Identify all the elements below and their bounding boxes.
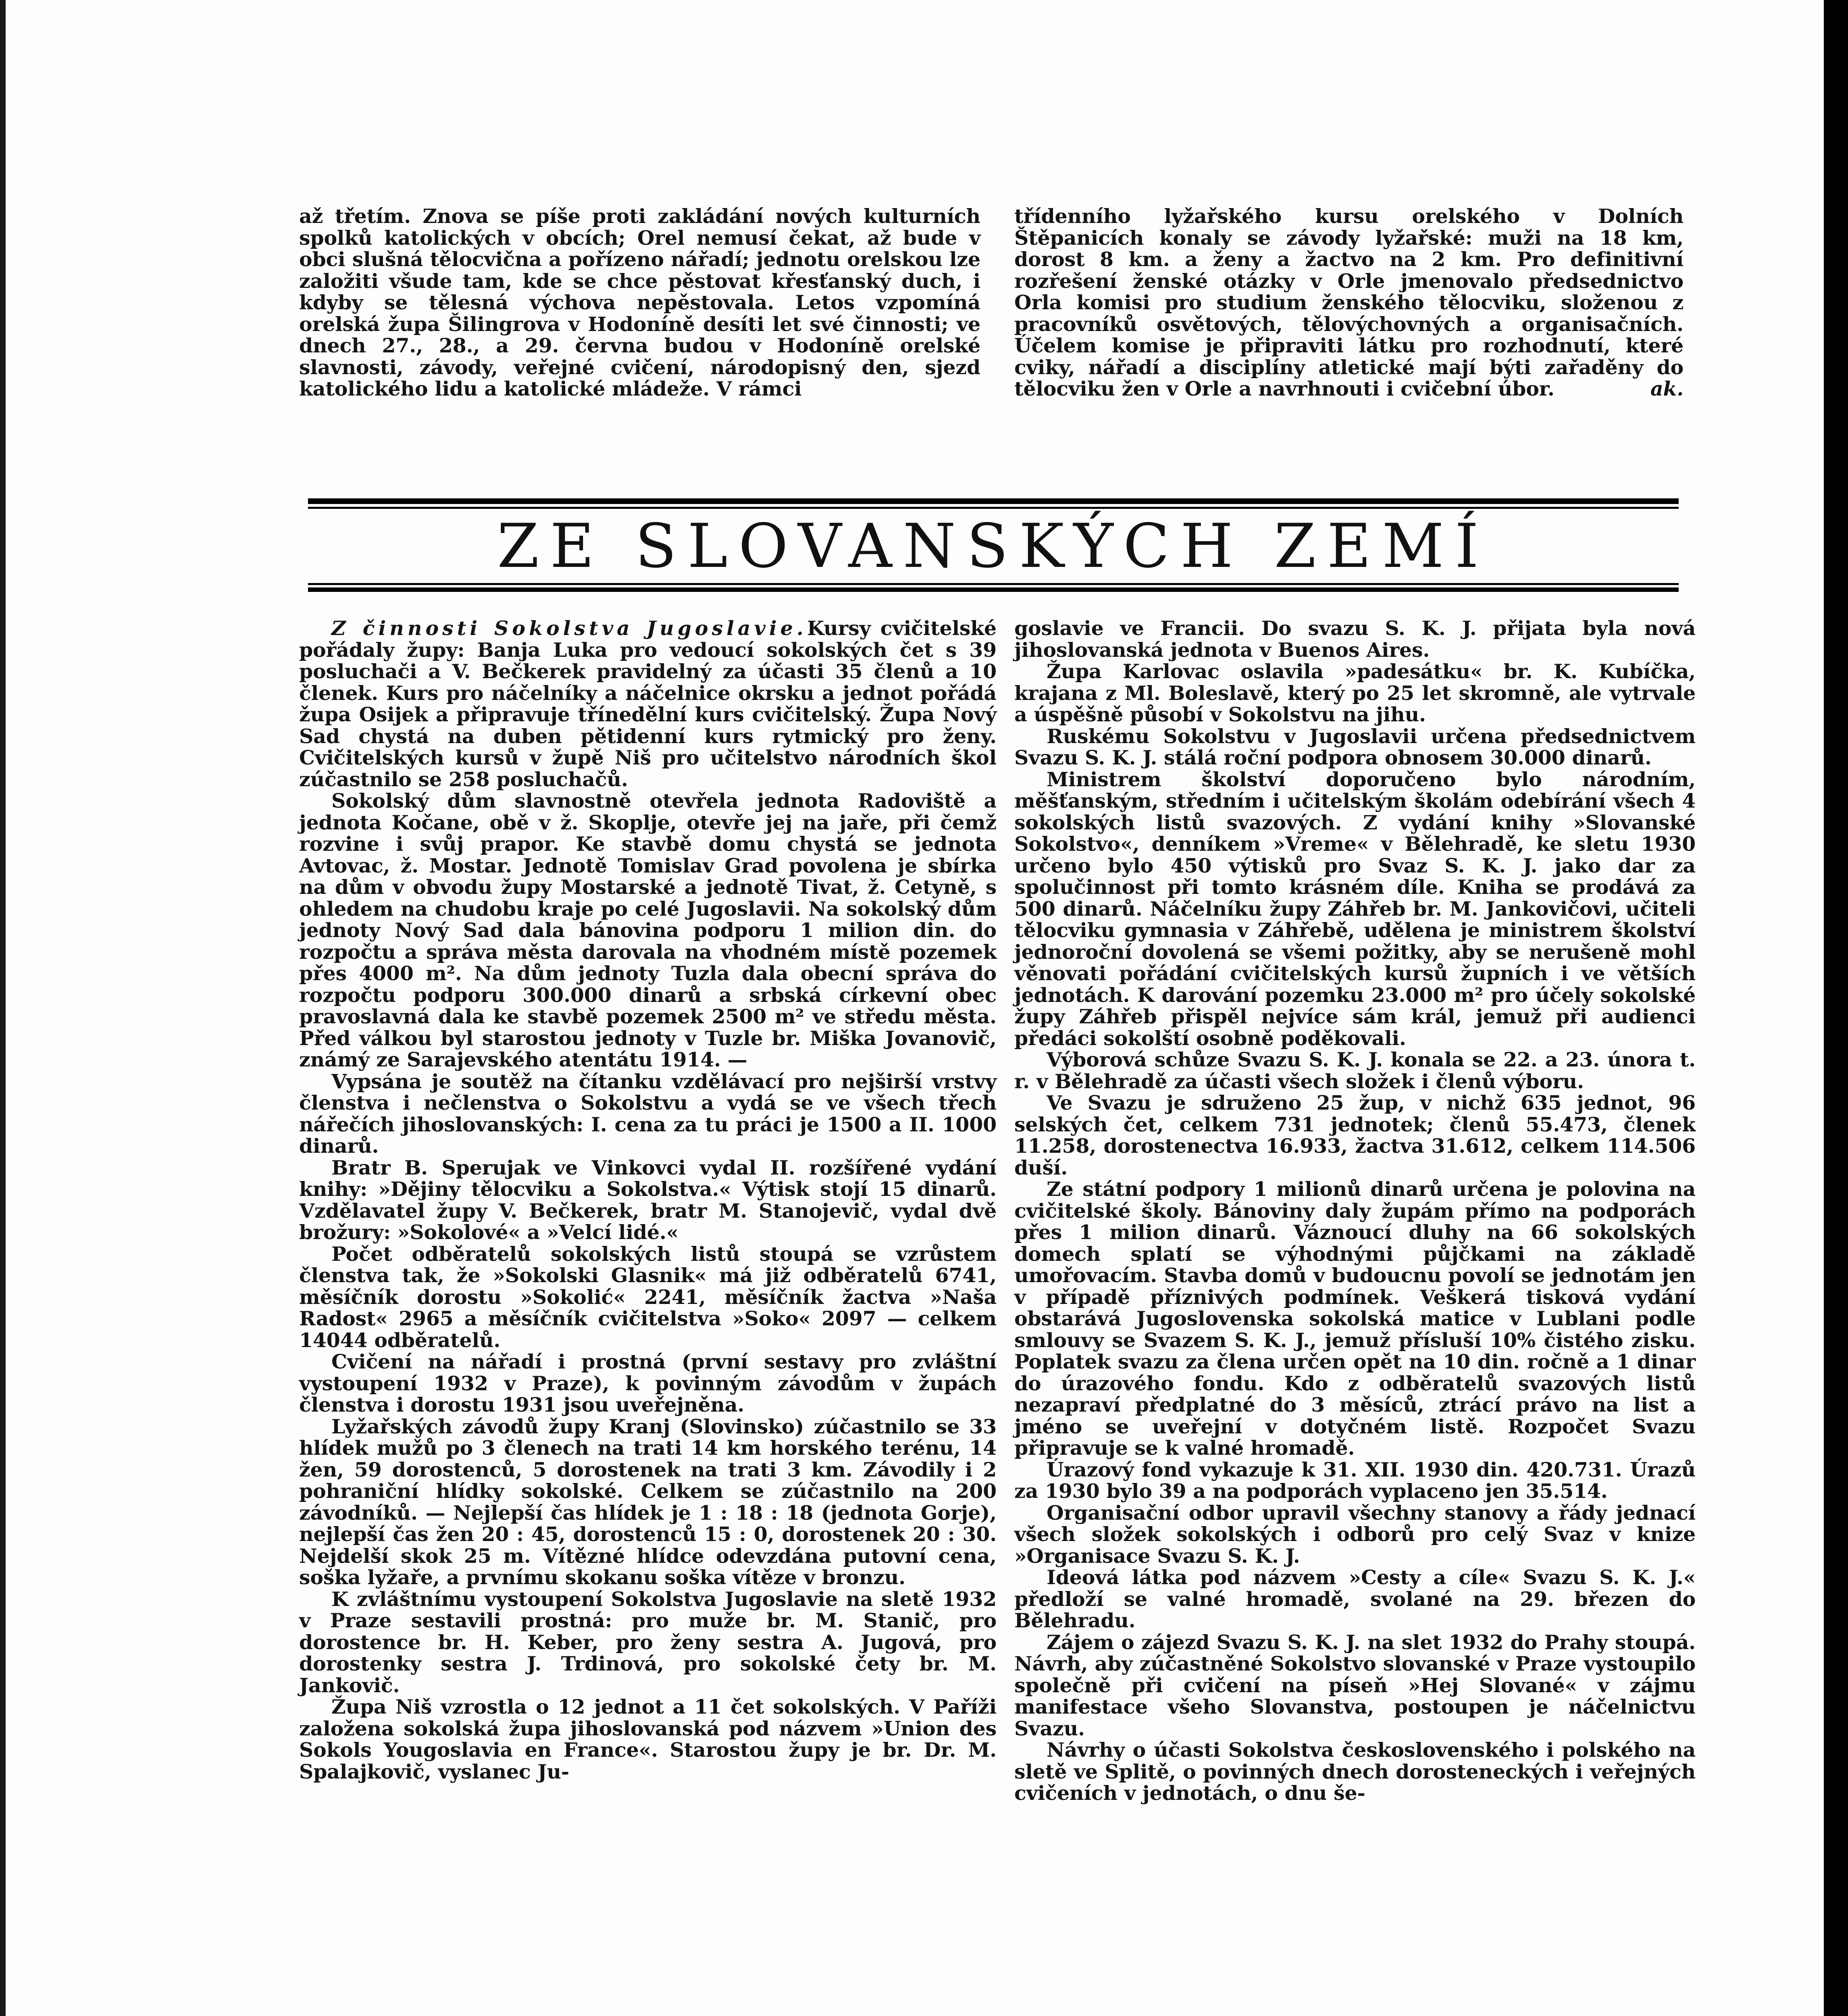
left-article-column	[299, 618, 997, 1783]
lead-text: Kursy cvičitelské pořádaly župy: Banja Luka pro vedoucí sokolských čet s 39 posluchači a V. Bečkerek pravidelný za účasti 35 členů a 10 členek. Kurs pro náčelníky a náčelnice okrsku a jednot pořádá župa Osijek a připravuje třínedělní kurs cvičitelský. Župa Nový Sad chystá na duben pětidenní kurs rytmický pro ženy. Cvičitelských kursů v župě Niš pro učitelstvo národních škol zúčastnilo se 258 posluchačů.	[299, 616, 997, 791]
right-article-column	[1014, 618, 1696, 1804]
article-paragraph: Ministrem školství doporučeno bylo národním, měšťanským, středním i učitelským školám odebírání všech 4 sokolských listů svazových. Z vydání knihy »Slovanské Sokolstvo«, denníkem »Vreme« v Bělehradě, ke sletu 1930 určeno bylo 450 výtisků pro Svaz S. K. J. jako dar za spolučinnost při tomto krásném díle. Kniha se prodává za 500 dinarů. Náčelníku župy Záhřeb br. M. Jankovičovi, učiteli tělocviku gymnasia v Záhřebě, udělena je ministrem školství jednoroční dovolená se všemi požitky, aby se nerušeně mohl věnovati pořádání cvičitelských kursů župních i ve větších jednotách. K darování pozemku 23.000 m² pro účely sokolské župy Záhřeb přispěl nejvíce sám král, jemuž při audienci předáci sokolští osobně poděkovali.	[1014, 767, 1696, 1050]
article-paragraph: Úrazový fond vykazuje k 31. XII. 1930 din. 420.731. Úrazů za 1930 bylo 39 a na podporách vyplaceno jen 35.514.	[1014, 1458, 1696, 1503]
article-paragraph: Sokolský dům slavnostně otevřela jednota Radoviště a jednota Kočane, obě v ž. Skoplje, otevře jej na jaře, při čemž rozvine i svůj prapor. Ke stavbě domu chystá se jednota Avtovac, ž. Mostar. Jednotě Tomislav Grad povolena je sbírka na dům v obvodu župy Mostarské a jednotě Tivat, ž. Cetyně, s ohledem na chudobu kraje po celé Jugoslavii. Na sokolský dům jednoty Nový Sad dala bánovina podporu 1 milion din. do rozpočtu a správa města darovala na vhodném místě pozemek přes 4000 m². Na dům jednoty Tuzla dala obecní správa do rozpočtu podporu 300.000 dinarů a srbská církevní obec pravoslavná dala ke stavbě pozemek 2500 m² ve středu města. Před válkou byl starostou jednoty v Tuzle br. Miška Jovanovič, známý ze Sarajevského atentátu 1914. —	[299, 789, 997, 1071]
article-paragraph: Zájem o zájezd Svazu S. K. J. na slet 1932 do Prahy stoupá. Návrh, aby zúčastněné Sokolstvo slovanské v Praze vystoupilo společně při cvičení na píseň »Hej Slované« v zájmu manifestace všeho Slovanstva, postoupen je náčelnictvu Svazu.	[1014, 1630, 1696, 1740]
article-paragraph: K zvláštnímu vystoupení Sokolstva Jugoslavie na sletě 1932 v Praze sestavili prostná: pro muže br. M. Stanič, pro dorostence br. H. Keber, pro ženy sestra A. Jugová, pro dorostenky sestra J. Trdinová, pro sokolské čety br. M. Jankovič.	[299, 1587, 997, 1697]
article-paragraph: Ideová látka pod názvem »Cesty a cíle« Svazu S. K. J.« předloží se valné hromadě, svolané na 29. březen do Bělehradu.	[1014, 1566, 1696, 1632]
lead-title: Z činnosti Sokolstva Jugoslavie.	[331, 616, 807, 640]
top-left-column	[299, 206, 980, 400]
scan-edge-right	[1824, 0, 1848, 2016]
top-left-paragraph: až třetím. Znova se píše proti zakládání nových kulturních spolků katolických v obcích; Orel nemusí čekat, až bude v obci slušná tělocvična a pořízeno nářadí; jednotu orelskou lze založiti všude tam, kde se chce pěstovat křesťanský duch, i kdyby se tělesná výchova nepěstovala. Letos vzpomíná orelská župa Šilingrova v Hodoníně desíti let své činnosti; ve dnech 27., 28., a 29. června budou v Hodoníně orelské slavnosti, závody, veřejné cvičení, národopisný den, sjezd katolického lidu a katolické mládeže. V rámci	[299, 204, 980, 400]
article-paragraph: Výborová schůze Svazu S. K. J. konala se 22. a 23. února t. r. v Bělehradě za účasti všech složek i členů výboru.	[1014, 1048, 1696, 1093]
article-paragraph: Ruskému Sokolstvu v Jugoslavii určena předsednictvem Svazu S. K. J. stálá roční podpora obnosem 30.000 dinarů.	[1014, 724, 1696, 769]
article-paragraph: Návrhy o účasti Sokolstva československého i polského na sletě ve Splitě, o povinných dnech dorosteneckých i veřejných cvičeních v jednotách, o dnu še-	[1014, 1738, 1696, 1805]
heading-rule-top-thin	[308, 507, 1679, 509]
article-paragraph: Ve Svazu je sdruženo 25 žup, v nichž 635 jednot, 96 selských čet, celkem 731 jednotek; členů 55.473, členek 11.258, dorostenectva 16.933, žactva 31.612, celkem 114.506 duší.	[1014, 1091, 1696, 1179]
article-paragraph: Počet odběratelů sokolských listů stoupá se vzrůstem členstva tak, že »Sokolski Glasnik« má již odběratelů 6741, měsíčník dorostu »Sokolić« 2241, měsíčník žactva »Naša Radost« 2965 a měsíčník cvičitelstva »Soko« 2097 — celkem 14044 odběratelů.	[299, 1242, 997, 1352]
article-paragraph: Lyžařských závodů župy Kranj (Slovinsko) zúčastnilo se 33 hlídek mužů po 3 členech na trati 14 km horského terénu, 14 žen, 59 dorostenců, 5 dorostenek na trati 3 km. Závodily i 2 pohraniční hlídky sokolské. Celkem se zúčastnilo na 200 závodníků. — Nejlepší čas hlídek je 1 : 18 : 18 (jednota Gorje), nejlepší čas žen 20 : 45, dorostenců 15 : 0, dorostenek 20 : 30. Nejdelší skok 25 m. Vítězné hlídce odevzdána putovní cena, soška lyžaře, a prvnímu skokanu soška vítěze v bronzu.	[299, 1414, 997, 1589]
article-paragraph: Cvičení na nářadí i prostná (první sestavy pro zvláštní vystoupení 1932 v Praze), k povinným závodům v župách členstva i dorostu 1931 jsou uveřejněna.	[299, 1350, 997, 1416]
article-paragraph: goslavie ve Francii. Do svazu S. K. J. přijata byla nová jihoslovanská jednota v Buenos Aires.	[1014, 616, 1696, 662]
article-paragraph: Ze státní podpory 1 milionů dinarů určena je polovina na cvičitelské školy. Bánoviny daly župám přímo na podporách přes 1 milion dinarů. Váznoucí dluhy na 66 sokolských domech splatí se výhodnými půjčkami na základě umořovacím. Stavba domů v budoucnu povolí se jednotám jen v případě příznivých podmínek. Veškerá tisková vydání obstarává Jugoslovenska sokolská matice v Lublani podle smlouvy se Svazem S. K. J., jemuž přísluší 10% čistého zisku. Poplatek svazu za člena určen opět na 10 din. ročně a 1 dinar do úrazového fondu. Kdo z odběratelů svazových listů nezapraví předplatné do 3 měsíců, ztrácí právo na list a jméno se uveřejní v dotyčném listě. Rozpočet Svazu připravuje se k valné hromadě.	[1014, 1177, 1696, 1460]
author-signature: ak.	[1650, 377, 1684, 400]
top-right-text: třídenního lyžařského kursu orelského v Dolních Štěpanicích konaly se závody lyžařské: muži na 18 km, dorost 8 km. a ženy a žactvo na 2 km. Pro definitivní rozřešení ženské otázky v Orle jmenovalo předsednictvo Orla komisi pro studium ženského tělocviku, složenou z pracovníků osvětových, tělovýchovných a organisačních. Účelem komise je připraviti látku pro rozhodnutí, které cviky, nářadí a disciplíny atletické mají býti zařaděny do tělocviku žen v Orle a navrhnouti i cvičební úbor.	[1014, 204, 1684, 400]
article-paragraph: Vypsána je soutěž na čítanku vzdělávací pro nejširší vrstvy členstva i nečlenstva o Sokolstvu a vydá se ve všech třech nářečích jihoslovanských: I. cena za tu práci je 1500 a II. 1000 dinarů.	[299, 1069, 997, 1158]
heading-rule-bottom-thick	[308, 587, 1679, 592]
heading-rule-top-thick	[308, 498, 1679, 504]
section-title: ZE SLOVANSKÝCH ZEMÍ	[497, 511, 1490, 581]
heading-rule-bottom-thin	[308, 583, 1679, 585]
article-paragraph: Župa Niš vzrostla o 12 jednot a 11 čet sokolských. V Paříži založena sokolská župa jihoslovanská pod názvem »Union des Sokols Yougoslavia en France«. Starostou župy je br. Dr. M. Spalajkovič, vyslanec Ju-	[299, 1695, 997, 1783]
article-paragraph: Župa Karlovac oslavila »padesátku« br. K. Kubíčka, krajana z Ml. Boleslavě, který po 25 let skromně, ale vytrvale a úspěšně působí v Sokolstvu na jihu.	[1014, 660, 1696, 726]
top-right-column	[1014, 206, 1684, 400]
lead-paragraph	[299, 618, 997, 790]
top-right-paragraph	[1014, 206, 1684, 400]
article-paragraph: Organisační odbor upravil všechny stanovy a řády jednací všech složek sokolských i odborů pro celý Svaz v knize »Organisace Svazu S. K. J.	[1014, 1501, 1696, 1568]
article-paragraph: Bratr B. Sperujak ve Vinkovci vydal II. rozšířené vydání knihy: »Dějiny tělocviku a Sokolstva.« Výtisk stojí 15 dinarů. Vzdělavatel župy V. Bečkerek, bratr M. Stanojevič, vydal dvě brožury: »Sokolové« a »Velcí lidé.«	[299, 1156, 997, 1244]
scan-edge-left	[0, 0, 6, 2016]
